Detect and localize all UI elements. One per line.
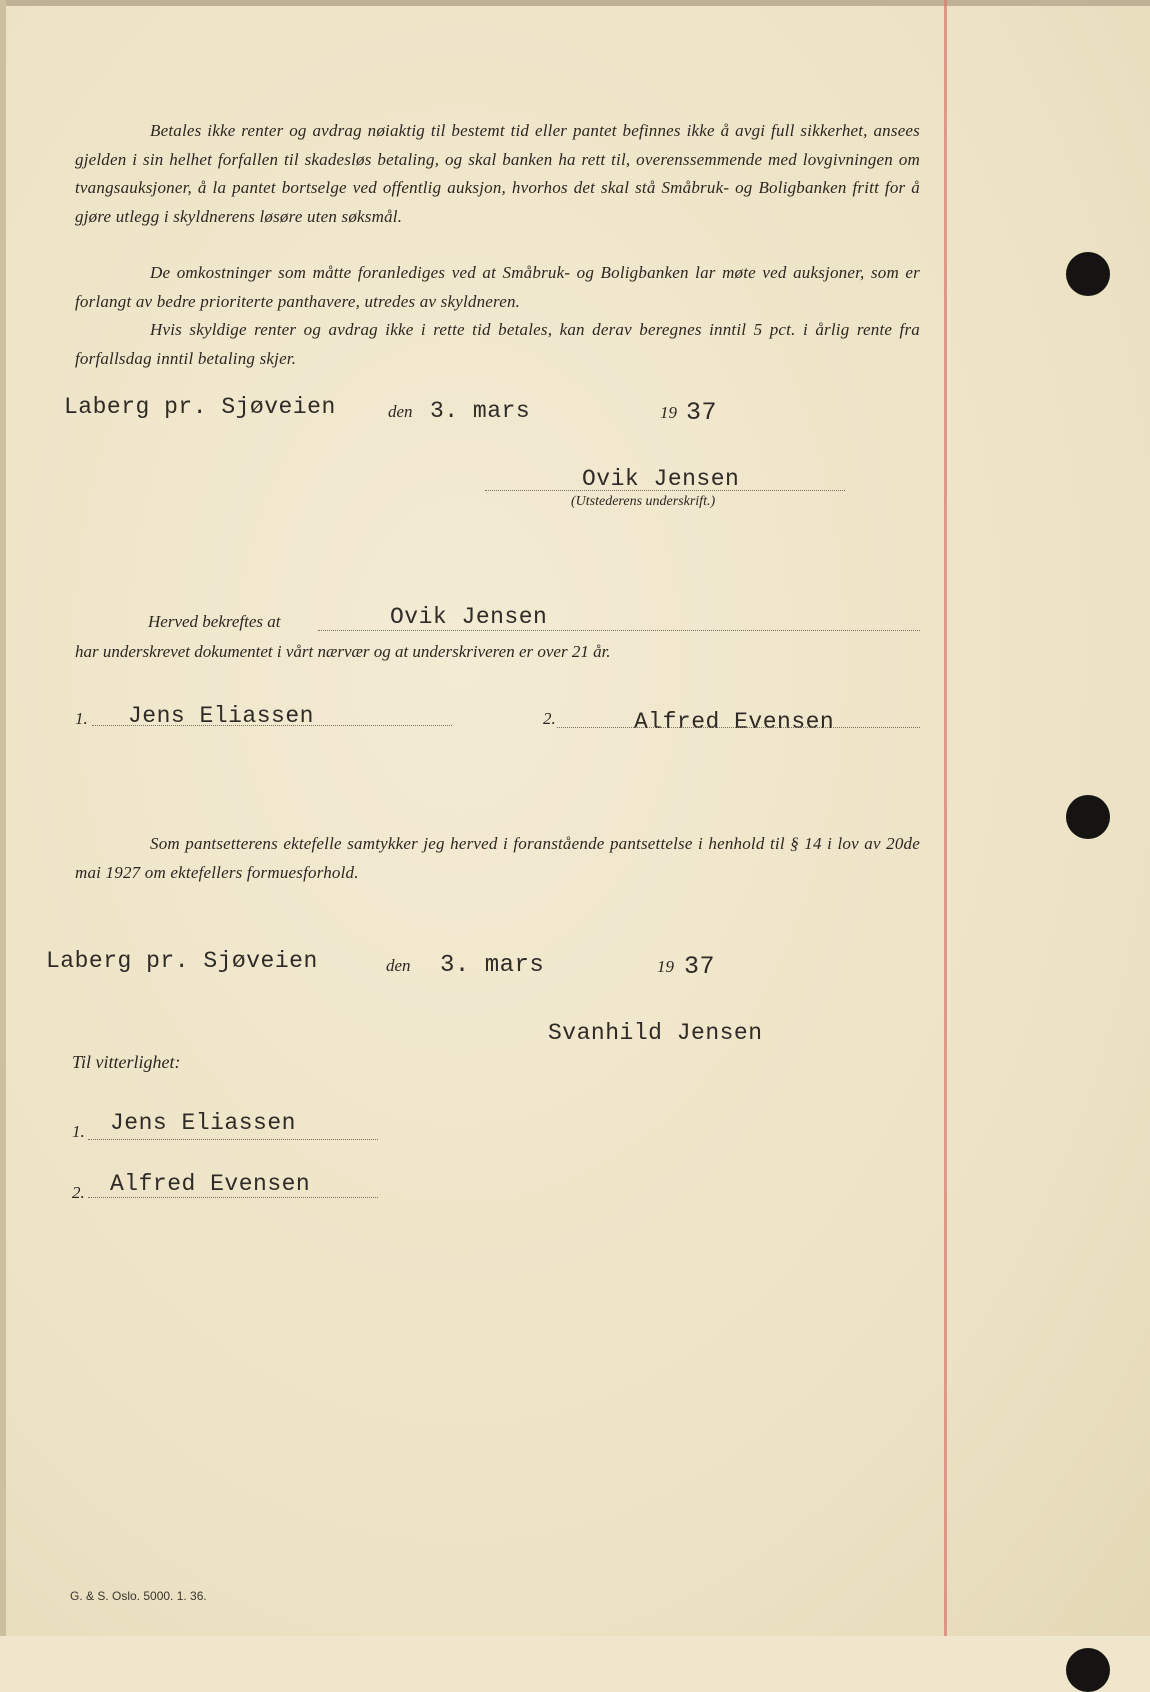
witness-number: 1. xyxy=(72,1122,85,1141)
year-prefix: 19 xyxy=(660,403,677,422)
spouse-signature: Svanhild Jensen xyxy=(548,1020,763,1046)
terms-paragraph-3: Hvis skyldige renter og avdrag ikke i rette tid betales, kan derav beregnes inntil 5 pct. i årlig rente fra forfallsdag inntil betaling skjer. xyxy=(75,320,920,368)
witness-number: 1. xyxy=(75,709,88,728)
signing-date: 3. mars xyxy=(430,398,531,424)
page-left-edge xyxy=(0,0,6,1636)
terms-paragraph-2: De omkostninger som måtte foranlediges ved at Småbruk- og Boligbanken lar møte ved auksjoner, som er forlangt av bedre prioriterte panthavere, utredes av skyldneren. xyxy=(75,263,920,311)
witness-2-line xyxy=(557,727,920,728)
witness-number: 2. xyxy=(72,1183,85,1202)
printer-footer: G. & S. Oslo. 5000. 1. 36. xyxy=(70,1589,207,1603)
year-suffix: 37 xyxy=(686,398,718,427)
punch-hole xyxy=(1066,1648,1110,1692)
spouse-consent-text: Som pantsetterens ektefelle samtykker jeg herved i foranstående pantsettelse i henhold til § 14 i lov av 20de mai 1927 om ektefellers formuesforhold. xyxy=(75,834,920,882)
signing-date: 3. mars xyxy=(440,952,545,979)
witness-heading: Til vitterlighet: xyxy=(72,1052,181,1072)
year-suffix: 37 xyxy=(684,952,716,981)
signing-place: Laberg pr. Sjøveien xyxy=(64,394,336,420)
confirmation-statement: har underskrevet dokumentet i vårt nærvær og at underskriveren er over 21 år. xyxy=(75,642,611,661)
margin-rule xyxy=(944,0,947,1636)
terms-paragraph-1: Betales ikke renter og avdrag nøiaktig til bestemt tid eller pantet befinnes ikke å avgi full sikkerhet, ansees gjelden i sin helhet forfallen til skadesløs betaling, og skal banken ha rett til, overenssemmende med lovgivningen om tvangsauksjoner, å la pantet bortselge ved offentlig auksjon, hvorhos det skal stå Småbruk- og Boligbanken fritt for å gjøre utlegg i skyldnerens løsøre uten søksmål. xyxy=(75,121,920,226)
witness-1-name: Jens Eliassen xyxy=(110,1110,296,1136)
confirmation-label: Herved bekreftes at xyxy=(148,612,281,631)
witness-1-line xyxy=(92,725,452,726)
signature-caption: (Utstederens underskrift.) xyxy=(571,494,716,509)
signature-line xyxy=(485,490,845,491)
signing-place: Laberg pr. Sjøveien xyxy=(46,948,318,974)
punch-hole xyxy=(1066,252,1110,296)
den-label: den xyxy=(388,402,413,421)
witness-2-line xyxy=(88,1197,378,1198)
punch-hole xyxy=(1066,795,1110,839)
witness-number: 2. xyxy=(543,709,556,728)
name-line xyxy=(318,630,920,631)
witness-1-name: Jens Eliassen xyxy=(128,703,314,729)
issuer-signature: Ovik Jensen xyxy=(582,466,740,492)
year-prefix: 19 xyxy=(657,957,674,976)
confirmed-name: Ovik Jensen xyxy=(390,604,548,630)
witness-2-name: Alfred Evensen xyxy=(634,709,835,735)
page-top-edge xyxy=(0,0,1150,6)
den-label: den xyxy=(386,956,411,975)
witness-1-line xyxy=(88,1139,378,1140)
witness-2-name: Alfred Evensen xyxy=(110,1171,311,1197)
